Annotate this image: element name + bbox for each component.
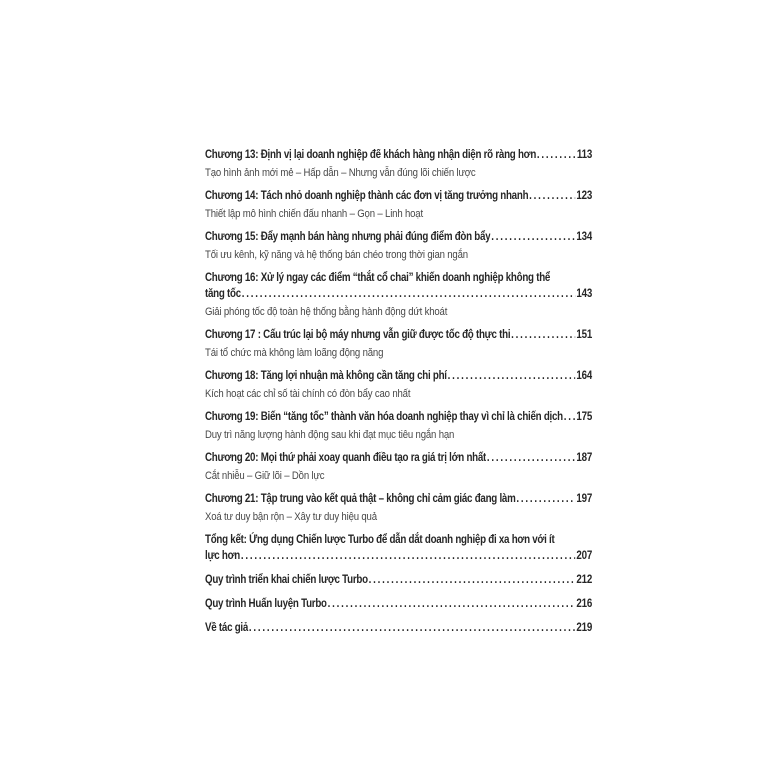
toc-entry-subtitle: Xoá tư duy bận rộn – Xây tư duy hiệu quả bbox=[205, 511, 377, 523]
toc-entry-title-line bbox=[205, 270, 592, 286]
toc-entry bbox=[205, 270, 592, 319]
toc-entry-subtitle: Tái tổ chức mà không làm loãng động năng bbox=[205, 347, 384, 359]
page-number: 197 bbox=[576, 493, 593, 505]
toc-entry-subtitle: Tối ưu kênh, kỹ năng và hệ thống bán chéo trong thời gian ngắn bbox=[205, 249, 468, 261]
toc-entry-title: tăng tốc bbox=[205, 288, 241, 300]
page-number: 134 bbox=[576, 231, 593, 243]
toc-entry-title-line bbox=[205, 229, 592, 245]
toc-entry bbox=[205, 491, 592, 524]
toc-entry bbox=[205, 620, 592, 636]
page-number: 151 bbox=[576, 329, 593, 341]
toc-entry-title: Tổng kết: Ứng dụng Chiến lược Turbo để dẫn dắt doanh nghiệp đi xa hơn với ít bbox=[205, 534, 555, 546]
page-number: 219 bbox=[576, 622, 593, 634]
toc-entry-title-line bbox=[205, 409, 592, 425]
dot-leader bbox=[242, 286, 576, 302]
toc-entry-title: Chương 14: Tách nhỏ doanh nghiệp thành các đơn vị tăng trưởng nhanh bbox=[205, 190, 529, 202]
toc-entry-title: Chương 21: Tập trung vào kết quả thật – không chỉ cảm giác đang làm bbox=[205, 493, 516, 505]
page-number: 207 bbox=[576, 550, 593, 562]
dot-leader bbox=[369, 572, 576, 588]
toc-entry-title-line bbox=[205, 620, 592, 636]
dot-leader bbox=[529, 188, 575, 204]
toc-entry-title: Về tác giả bbox=[205, 622, 249, 634]
toc-entry-title-line bbox=[205, 368, 592, 384]
toc-entry-title-line bbox=[205, 188, 592, 204]
toc-entry-title-line bbox=[205, 532, 592, 548]
toc-entry-title-line bbox=[205, 147, 592, 163]
dot-leader bbox=[537, 147, 576, 163]
dot-leader bbox=[564, 409, 576, 425]
dot-leader bbox=[511, 327, 575, 343]
toc-entry-title-line bbox=[205, 596, 592, 612]
toc-entry bbox=[205, 327, 592, 360]
page-number: 113 bbox=[576, 149, 593, 161]
toc-entry-title: Quy trình triển khai chiến lược Turbo bbox=[205, 574, 368, 586]
toc-entry-subtitle: Cắt nhiễu – Giữ lõi – Dồn lực bbox=[205, 470, 325, 482]
toc-entry bbox=[205, 368, 592, 401]
toc-entry-subtitle: Giải phóng tốc độ toàn hệ thống bằng hành động dứt khoát bbox=[205, 306, 448, 318]
toc-entry-title: Chương 17 : Cấu trúc lại bộ máy nhưng vẫn giữ được tốc độ thực thi bbox=[205, 329, 511, 341]
toc-entry-title-line bbox=[205, 491, 592, 507]
dot-leader bbox=[487, 450, 576, 466]
page-number: 212 bbox=[576, 574, 593, 586]
toc-entry-subtitle: Duy trì năng lượng hành động sau khi đạt mục tiêu ngắn hạn bbox=[205, 429, 455, 441]
dot-leader bbox=[491, 229, 575, 245]
toc-entry-title-line bbox=[205, 548, 592, 564]
page-number: 143 bbox=[576, 288, 593, 300]
toc-entry-title-line bbox=[205, 572, 592, 588]
page-number: 164 bbox=[576, 370, 593, 382]
dot-leader bbox=[241, 548, 576, 564]
dot-leader bbox=[516, 491, 575, 507]
table-of-contents bbox=[205, 147, 592, 644]
toc-entry bbox=[205, 229, 592, 262]
dot-leader bbox=[448, 368, 576, 384]
toc-entry bbox=[205, 409, 592, 442]
toc-entry-title: Quy trình Huấn luyện Turbo bbox=[205, 598, 327, 610]
page-number: 216 bbox=[576, 598, 593, 610]
page-number: 187 bbox=[576, 452, 593, 464]
toc-entry-title: Chương 16: Xử lý ngay các điểm “thắt cổ chai” khiến doanh nghiệp không thể bbox=[205, 272, 551, 284]
toc-entry-title: Chương 13: Định vị lại doanh nghiệp để khách hàng nhận diện rõ ràng hơn bbox=[205, 149, 537, 161]
page-number: 123 bbox=[576, 190, 593, 202]
toc-entry-title: Chương 18: Tăng lợi nhuận mà không cần tăng chi phí bbox=[205, 370, 447, 382]
toc-entry bbox=[205, 147, 592, 180]
dot-leader bbox=[249, 620, 576, 636]
toc-entry bbox=[205, 596, 592, 612]
toc-entry bbox=[205, 450, 592, 483]
toc-entry-title: Chương 19: Biến “tăng tốc” thành văn hóa doanh nghiệp thay vì chỉ là chiến dịch bbox=[205, 411, 563, 423]
toc-entry-subtitle: Thiết lập mô hình chiến đấu nhanh – Gọn – Linh hoạt bbox=[205, 208, 423, 220]
toc-entry-title: lực hơn bbox=[205, 550, 241, 562]
toc-entry bbox=[205, 532, 592, 564]
toc-entry bbox=[205, 188, 592, 221]
page-number: 175 bbox=[576, 411, 593, 423]
dot-leader bbox=[328, 596, 576, 612]
toc-entry-title-line bbox=[205, 286, 592, 302]
toc-entry-title: Chương 15: Đẩy mạnh bán hàng nhưng phải đúng điểm đòn bẩy bbox=[205, 231, 491, 243]
toc-entry-subtitle: Kích hoạt các chỉ số tài chính có đòn bẩy cao nhất bbox=[205, 388, 411, 400]
toc-entry-title-line bbox=[205, 450, 592, 466]
toc-entry-title: Chương 20: Mọi thứ phải xoay quanh điều tạo ra giá trị lớn nhất bbox=[205, 452, 487, 464]
toc-entry bbox=[205, 572, 592, 588]
toc-entry-title-line bbox=[205, 327, 592, 343]
toc-entry-subtitle: Tạo hình ảnh mới mẻ – Hấp dẫn – Nhưng vẫn đúng lõi chiến lược bbox=[205, 167, 476, 179]
